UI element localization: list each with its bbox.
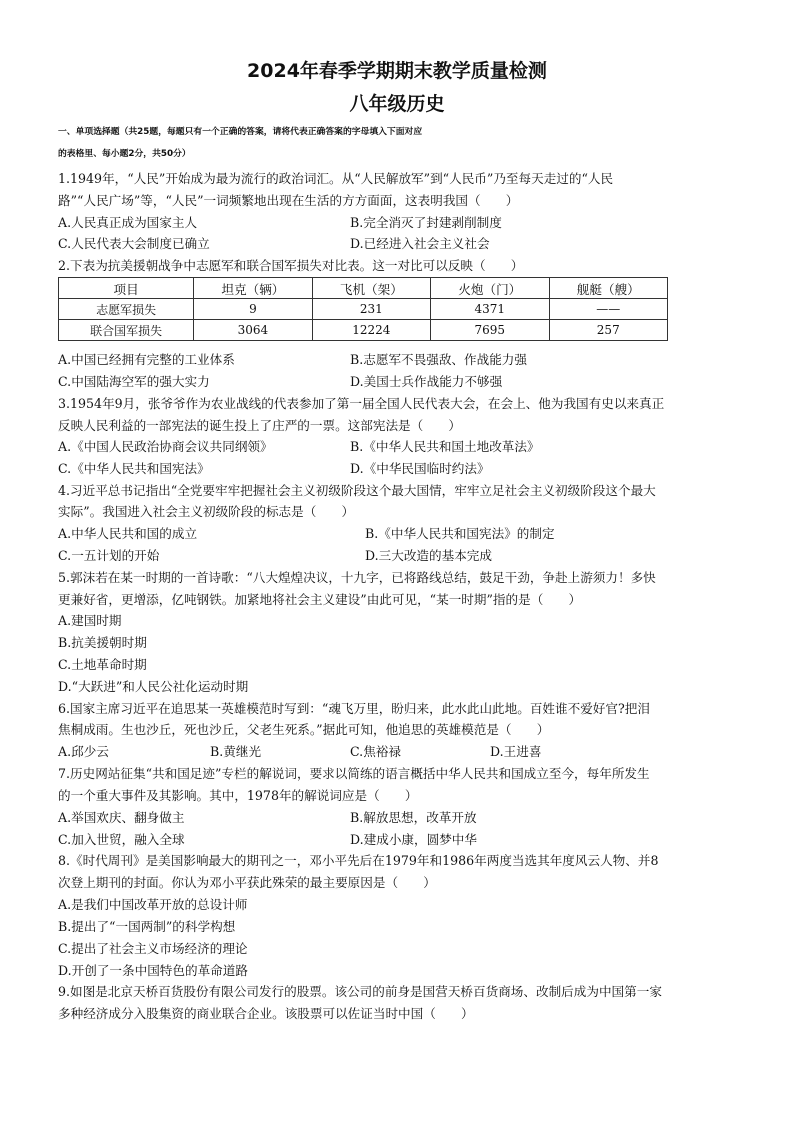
table-cell: 联合国军损失 [59,320,194,341]
question-3-option-d: D.《中华民国临时约法》 [350,461,490,476]
question-8-line1: 8.《时代周刊》是美国影响最大的期刊之一，邓小平先后在1979年和1986年两度当选其年度风云人物、并8 [58,853,659,868]
question-9-line2: 多种经济成分入股集资的商业联合企业。该股票可以佐证当时中国（ ） [58,1006,474,1021]
question-7-option-b: B.解放思想，改革开放 [350,810,477,825]
loss-comparison-table [58,277,668,341]
question-5-line2: 更兼好省，更增添，亿吨钢铁。加紧地将社会主义建设”由此可见，“某一时期”指的是（ ） [58,592,582,607]
table-row [59,320,668,341]
question-6-option-a: A.邱少云 [58,744,109,759]
question-4-line1: 4.习近平总书记指出“全党要牢牢把握社会主义初级阶段这个最大国情，牢牢立足社会主义初级阶段这个最大 [58,483,656,498]
question-1-line1: 1.1949年，“人民”开始成为最为流行的政治词汇。从“人民解放军”到“人民币”乃至每天走过的“人民 [58,171,614,186]
question-5-option-b: B.抗美援朝时期 [58,635,147,650]
question-6-option-c: C.焦裕禄 [350,744,401,759]
question-5-option-d: D.“大跃进”和人民公社化运动时期 [58,679,249,694]
question-2-line1: 2.下表为抗美援朝战争中志愿军和联合国军损失对比表。这一对比可以反映（ ） [58,258,524,273]
table-cell: 9 [194,299,312,320]
question-5-option-a: A.建国时期 [58,613,122,628]
question-2-option-b: B.志愿军不畏强敌、作战能力强 [350,352,527,367]
table-cell: —— [549,299,668,320]
question-7-option-c: C.加入世贸，融入全球 [58,832,185,847]
section-heading [58,121,748,165]
question-8-option-d: D.开创了一条中国特色的革命道路 [58,963,248,978]
question-2-option-c: C.中国陆海空军的强大实力 [58,374,210,389]
question-4-line2: 实际”。我国进入社会主义初级阶段的标志是（ ） [58,504,355,519]
question-6-line1: 6.国家主席习近平在追思某一英雄模范时写到：“魂飞万里，盼归来，此水此山此地。百姓谁不爱好官?把泪 [58,701,650,716]
question-1-line2: 路”“人民广场”等，“人民”一词频繁地出现在生活的方方面面，这表明我国（ ） [58,193,519,208]
question-4-option-b: B.《中华人民共和国宪法》的制定 [365,526,555,541]
table-header-cell: 舰艇（艘） [549,278,668,299]
question-2-option-a: A.中国已经拥有完整的工业体系 [58,352,235,367]
question-4-option-c: C.一五计划的开始 [58,548,160,563]
question-1-option-d: D.已经进入社会主义社会 [350,236,490,251]
table-header-cell: 坦克（辆） [194,278,312,299]
table-cell: 257 [549,320,668,341]
question-7-option-a: A.举国欢庆、翻身做主 [58,810,185,825]
question-7-line2: 的一个重大事件及其影响。其中，1978年的解说词应是（ ） [58,788,418,803]
section-heading-line1: 一、单项选择题（共25题，每题只有一个正确的答案，请将代表正确答案的字母填入下面对应 [58,127,423,137]
question-4-option-d: D.三大改造的基本完成 [365,548,492,563]
question-1-option-b: B.完全消灭了封建剥削制度 [350,215,502,230]
question-3-line1: 3.1954年9月，张爷爷作为农业战线的代表参加了第一届全国人民代表大会，在会上、他为我国有史以来真正 [58,396,665,411]
question-2-option-d: D.美国士兵作战能力不够强 [350,374,503,389]
table-cell: 志愿军损失 [59,299,194,320]
table-cell: 3064 [194,320,312,341]
question-8-line2: 次登上期刊的封面。你认为邓小平获此殊荣的最主要原因是（ ） [58,875,436,890]
question-3-option-c: C.《中华人民共和国宪法》 [58,461,210,476]
question-8-option-a: A.是我们中国改革开放的总设计师 [58,897,248,912]
table-header-cell: 飞机（架） [312,278,430,299]
exam-title: 2024年春季学期期末教学质量检测 [247,60,547,82]
question-7-option-d: D.建成小康，圆梦中华 [350,832,477,847]
table-cell: 12224 [312,320,430,341]
table-cell: 4371 [431,299,549,320]
question-4-option-a: A.中华人民共和国的成立 [58,526,198,541]
table-row [59,299,668,320]
question-6-line2: 焦桐成雨。生也沙丘，死也沙丘，父老生死系。”据此可知，他追思的英雄模范是（ ） [58,722,550,737]
section-heading-line2: 的表格里、每小题2分，共50分） [58,149,191,159]
question-1-option-a: A.人民真正成为国家主人 [58,215,198,230]
question-5-option-c: C.土地革命时期 [58,657,147,672]
question-3-line2: 反映人民利益的一部宪法的诞生投上了庄严的一票。这部宪法是（ ） [58,418,461,433]
question-3-option-b: B.《中华人民共和国土地改革法》 [350,439,540,454]
question-8-option-c: C.提出了社会主义市场经济的理论 [58,941,248,956]
question-8-option-b: B.提出了“一国两制”的科学构想 [58,919,236,934]
table-cell: 7695 [431,320,549,341]
question-7-line1: 7.历史网站征集“共和国足迹”专栏的解说词，要求以简练的语言概括中华人民共和国成立至今，每年所发生 [58,766,650,781]
table-header-cell: 火炮（门） [431,278,549,299]
table-header-row [59,278,668,299]
question-5-line1: 5.郭沫若在某一时期的一首诗歌：“八大煌煌决议，十九字，已将路线总结，鼓足干劲，争赴上游须力！多快 [58,570,656,585]
question-9-line1: 9.如图是北京天桥百货股份有限公司发行的股票。该公司的前身是国营天桥百货商场、改制后成为中国第一家 [58,984,662,999]
exam-subject: 八年级历史 [349,93,445,115]
question-3-option-a: A.《中国人民政治协商会议共同纲领》 [58,439,273,454]
question-6-option-b: B.黄继光 [210,744,262,759]
table-header-cell: 项目 [59,278,194,299]
table-cell: 231 [312,299,430,320]
question-1-option-c: C.人民代表大会制度已确立 [58,236,210,251]
question-6-option-d: D.王进喜 [490,744,542,759]
